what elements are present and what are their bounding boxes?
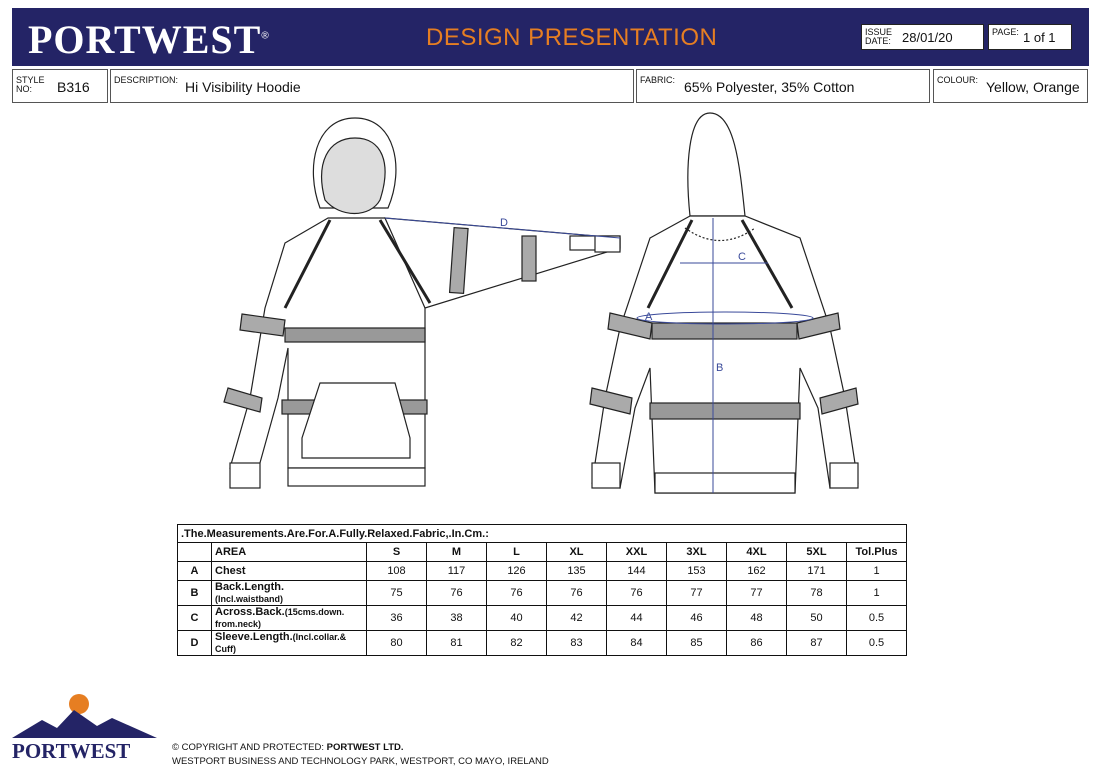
measurements-table (177, 524, 907, 656)
area-header: AREA (212, 543, 367, 562)
description-box (110, 69, 634, 103)
dimension-label-c: C (738, 251, 746, 263)
table-row: C Across.Back.(15cms.down. from.neck) 36 38 40 42 44 46 48 50 0.5 (178, 606, 907, 631)
table-note: .The.Measurements.Are.For.A.Fully.Relaxed.Fabric,.In.Cm.: (178, 525, 907, 543)
dimension-label-b: B (716, 362, 724, 374)
tolerance-header: Tol.Plus (847, 543, 907, 562)
size-header: 3XL (667, 543, 727, 562)
footer-logo-text: PORTWEST (12, 739, 131, 763)
table-row: D Sleeve.Length.(Incl.collar.& Cuff) 80 81 82 83 84 85 86 87 0.5 (178, 631, 907, 656)
page-label: PAGE: (992, 27, 1019, 37)
colour-value: Yellow, Orange (986, 79, 1080, 95)
colour-label: COLOUR: (937, 75, 979, 85)
page-value: 1 of 1 (1023, 30, 1056, 45)
size-header: M (427, 543, 487, 562)
page-box (988, 24, 1072, 50)
trademark: ® (261, 30, 270, 42)
address-line: WESTPORT BUSINESS AND TECHNOLOGY PARK, WESTPORT, CO MAYO, IRELAND (172, 756, 549, 767)
size-header: XL (547, 543, 607, 562)
page-title: DESIGN PRESENTATION (426, 24, 718, 51)
table-row: A Chest 108 117 126 135 144 153 162 171 1 (178, 562, 907, 581)
table-row: B Back.Length. (Incl.waistband) 75 76 76 76 76 77 77 78 1 (178, 581, 907, 606)
front-view (224, 118, 620, 488)
fabric-label: FABRIC: (640, 75, 676, 85)
size-header: L (487, 543, 547, 562)
size-header: 4XL (727, 543, 787, 562)
copyright-line: © COPYRIGHT AND PROTECTED: PORTWEST LTD. (172, 742, 404, 753)
size-header: S (367, 543, 427, 562)
dimension-label-d: D (500, 217, 508, 229)
dimension-label-a: A (645, 311, 653, 323)
issue-date-value: 28/01/20 (902, 30, 953, 45)
colour-box (933, 69, 1088, 103)
fabric-value: 65% Polyester, 35% Cotton (684, 79, 855, 95)
size-header: 5XL (787, 543, 847, 562)
description-value: Hi Visibility Hoodie (185, 79, 301, 95)
style-label: STYLE NO: (16, 75, 45, 94)
issue-label: ISSUE DATE: (865, 27, 893, 46)
portwest-mountain-logo (12, 690, 157, 765)
issue-date-box (861, 24, 984, 50)
header-bar (12, 8, 1089, 66)
style-no-box (12, 69, 108, 103)
size-header: XXL (607, 543, 667, 562)
hoodie-technical-drawing (180, 108, 880, 508)
back-view (590, 113, 858, 493)
description-label: DESCRIPTION: (114, 75, 179, 85)
brand-logo (28, 16, 270, 63)
brand-text: PORTWEST (28, 17, 262, 62)
fabric-box (636, 69, 930, 103)
style-value: B316 (57, 79, 90, 95)
